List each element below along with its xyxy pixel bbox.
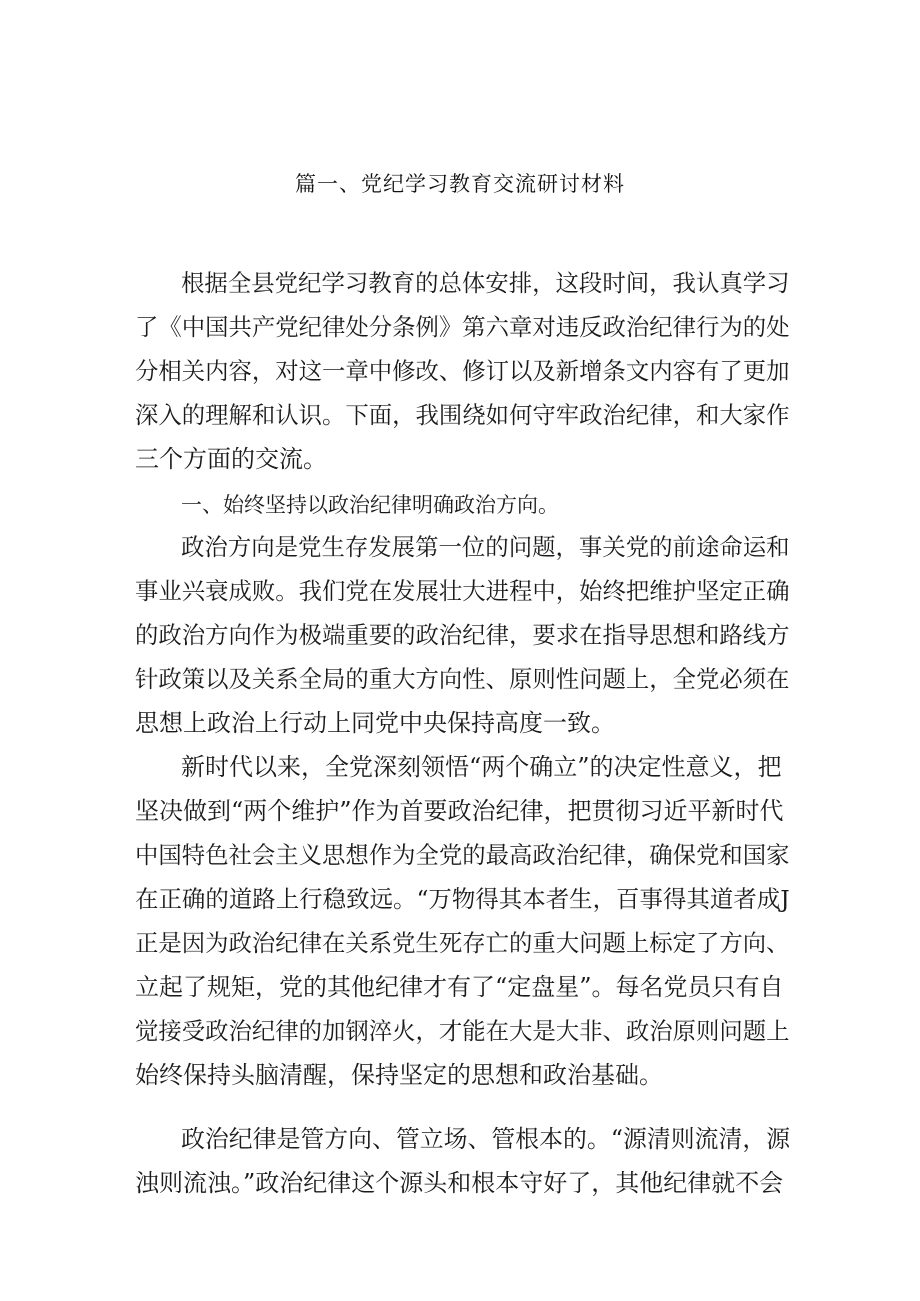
paragraph-3-line-5: 正是因为政治纪律在关系党生死存亡的重大问题上标定了方向、 [135, 929, 790, 957]
paragraph-1-line-3: 分相关内容，对这一章中修改、修订以及新增条文内容有了更加 [135, 357, 790, 385]
paragraph-3-line-2: 坚决做到“两个维护”作为首要政治纪律，把贯彻习近平新时代 [135, 797, 784, 825]
paragraph-1-line-1: 根据全县党纪学习教育的总体安排，这段时间，我认真学习 [181, 269, 790, 297]
document-title: 篇一、党纪学习教育交流研讨材料 [295, 172, 625, 196]
paragraph-1-line-4: 深入的理解和认识。下面，我围绕如何守牢政治纪律，和大家作 [135, 401, 790, 429]
paragraph-1-line-2: 了《中国共产党纪律处分条例》第六章对违反政治纪律行为的处 [135, 313, 790, 341]
paragraph-3-line-8: 始终保持头脑清醒，保持坚定的思想和政治基础。 [135, 1061, 663, 1089]
paragraph-2-line-5: 思想上政治上行动上同党中央保持高度一致。 [135, 709, 615, 737]
paragraph-3-line-3: 中国特色社会主义思想作为全党的最高政治纪律，确保党和国家 [135, 841, 790, 869]
paragraph-3-line-7: 觉接受政治纪律的加钢淬火，才能在大是大非、政治原则问题上 [135, 1017, 790, 1045]
paragraph-3-line-6: 立起了规矩，党的其他纪律才有了“定盘星”。每名党员只有自 [135, 973, 784, 1001]
paragraph-2-line-1: 政治方向是党生存发展第一位的问题，事关党的前途命运和 [181, 533, 790, 561]
paragraph-2-line-3: 的政治方向作为极端重要的政治纪律，要求在指导思想和路线方 [135, 621, 790, 649]
paragraph-2-line-2: 事业兴衰成败。我们党在发展壮大进程中，始终把维护坚定正确 [135, 577, 790, 605]
paragraph-2-line-4: 针政策以及关系全局的重大方向性、原则性问题上，全党必须在 [135, 665, 790, 693]
paragraph-4-line-2: 浊则流浊。”政治纪律这个源头和根本守好了，其他纪律就不会 [135, 1169, 784, 1197]
paragraph-4-line-1: 政治纪律是管方向、管立场、管根本的。“源清则流清，源 [181, 1125, 791, 1153]
paragraph-1-line-5: 三个方面的交流。 [135, 445, 327, 473]
paragraph-3-line-1: 新时代以来，全党深刻领悟“两个确立”的决定性意义，把 [181, 753, 782, 781]
section-heading-1: 一、始终坚持以政治纪律明确政治方向。 [181, 493, 559, 517]
paragraph-3-line-4: 在正确的道路上行稳致远。“万物得其本者生，百事得其道者成J [135, 885, 790, 913]
